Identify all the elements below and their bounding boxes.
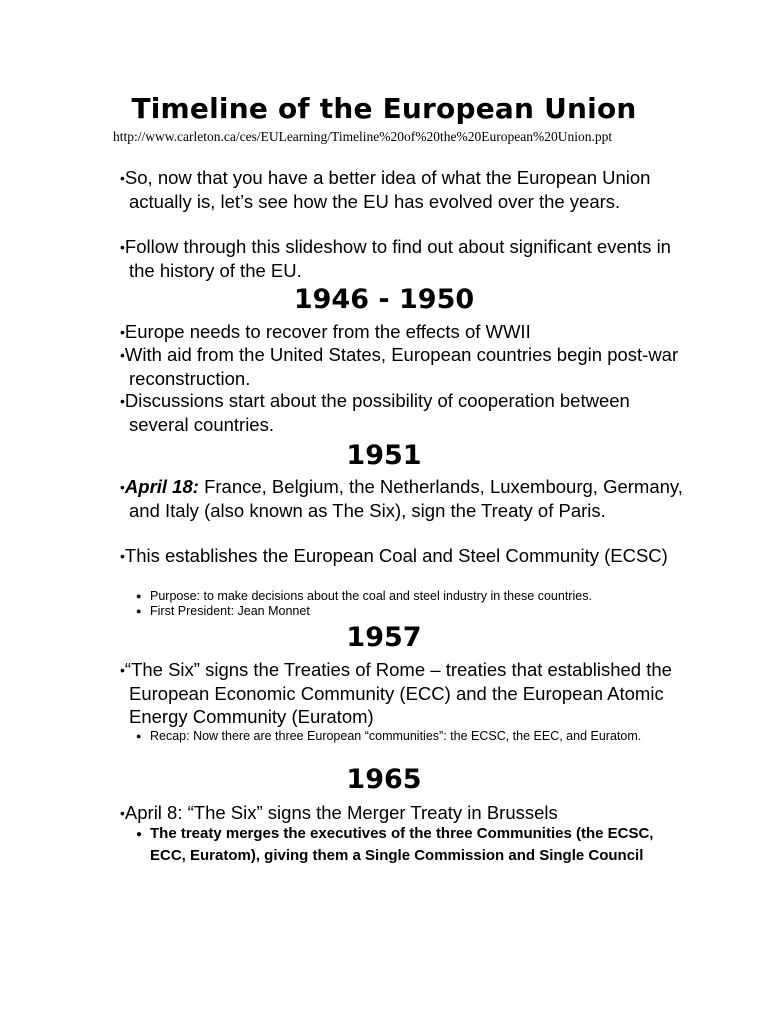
bullet-glyph: • [120, 347, 125, 363]
sub-bullet-glyph: ● [136, 591, 142, 601]
intro-bullet-1: •So, now that you have a better idea of what the European Union actually is, let’s see how the EU has evolved over the years. [120, 167, 651, 212]
source-url: http://www.carleton.ca/ces/EULearning/Timeline%20of%20the%20European%20Union.ppt [113, 129, 613, 144]
bullet-glyph: • [120, 393, 125, 409]
section-heading-1946-1950: 1946 - 1950 [293, 284, 475, 315]
date-lead: April 18: [124, 476, 199, 497]
section-1946-bullet-2: •With aid from the United States, European countries begin post-war reconstruction. [120, 344, 679, 389]
section-1951-sub-1: ● Purpose: to make decisions about the coal and steel industry in these countries. [136, 589, 592, 603]
sub-bullet-glyph: ● [136, 731, 142, 741]
intro-bullet-2: •Follow through this slideshow to find out about significant events in the history of the EU. [120, 236, 671, 281]
section-1965-bullet-1: •April 8: “The Six” signs the Merger Treaty in Brussels [120, 802, 558, 823]
bullet-glyph: • [120, 324, 125, 340]
bullet-glyph: • [120, 805, 125, 821]
section-1957-sub-1: ● Recap: Now there are three European “communities”: the ECSC, the EEC, and Euratom. [136, 729, 642, 743]
section-heading-1957: 1957 [346, 622, 422, 653]
section-1951-sub-2: ● First President: Jean Monnet [136, 604, 310, 618]
section-1965-sub-1: ● The treaty merges the executives of the three Communities (the ECSC, ECC, Euratom), giving them a Single Commission and Single Council [136, 825, 654, 864]
sub-bullet-glyph: ● [136, 606, 142, 616]
section-1951-bullet-1: •April 18: France, Belgium, the Netherlands, Luxembourg, Germany, and Italy (also known as The Six), sign the Treaty of Paris. [120, 476, 683, 521]
bullet-glyph: • [120, 662, 125, 678]
sub-bullet-glyph: ● [136, 829, 143, 840]
bullet-glyph: • [120, 239, 125, 255]
bullet-glyph: • [120, 548, 125, 564]
page-title: Timeline of the European Union [131, 92, 637, 125]
section-1957-bullet-1: •“The Six” signs the Treaties of Rome – treaties that established the European Economic Community (ECC) and the European Atomic Energy Community (Euratom) [120, 659, 672, 727]
bullet-glyph: • [120, 170, 125, 186]
bullet-glyph: • [120, 479, 125, 495]
section-1946-bullet-1: •Europe needs to recover from the effects of WWII [120, 321, 531, 342]
section-1946-bullet-3: •Discussions start about the possibility of cooperation between several countries. [120, 390, 630, 435]
section-1951-bullet-2: •This establishes the European Coal and Steel Community (ECSC) [120, 545, 668, 566]
section-heading-1965: 1965 [346, 764, 422, 795]
section-heading-1951: 1951 [346, 440, 422, 471]
